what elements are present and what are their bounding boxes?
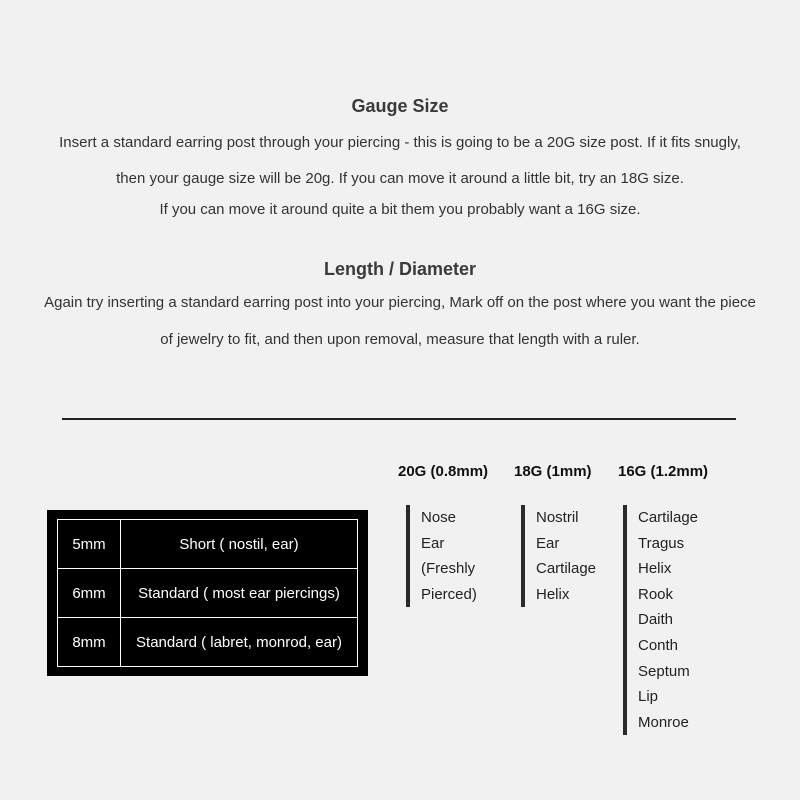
length-size-table xyxy=(47,510,368,676)
gauge-column-18g xyxy=(514,463,597,603)
length-desc-cell: Short ( nostil, ear) xyxy=(121,520,358,569)
length-size-cell: 5mm xyxy=(58,520,121,569)
gauge-column-list xyxy=(521,505,596,607)
gauge-text-line: then your gauge size will be 20g. If you can move it around a little bit, try an 18G size. xyxy=(116,170,684,187)
list-item: Helix xyxy=(638,560,672,578)
list-item: Tragus xyxy=(638,534,685,552)
list-item: Pierced) xyxy=(421,585,477,603)
table-row xyxy=(58,520,358,569)
list-item: Ear xyxy=(421,534,445,552)
list-item: Rook xyxy=(638,585,674,603)
length-text-line: of jewelry to fit, and then upon removal, measure that length with a ruler. xyxy=(160,331,640,348)
list-item: Cartilage xyxy=(536,560,597,578)
gauge-column-list xyxy=(406,505,477,607)
list-item: Lip xyxy=(638,688,659,706)
gauge-column-16g xyxy=(618,463,709,731)
length-diameter-title: Length / Diameter xyxy=(323,259,477,279)
list-item: Nostril xyxy=(536,509,579,526)
list-item: Septum xyxy=(638,662,690,680)
list-item: Ear xyxy=(536,534,560,552)
gauge-column-heading: 16G (1.2mm) xyxy=(618,463,709,480)
gauge-column-heading: 18G (1mm) xyxy=(514,463,592,480)
list-item: Nose xyxy=(421,509,457,526)
gauge-column-20g xyxy=(398,463,489,603)
length-size-cell: 6mm xyxy=(58,569,121,618)
length-desc-cell: Standard ( most ear piercings) xyxy=(121,569,358,618)
gauge-column-list xyxy=(623,505,698,735)
length-text-line: Again try inserting a standard earring post into your piercing, Mark off on the post where you want the piece xyxy=(44,294,756,311)
gauge-size-title: Gauge Size xyxy=(351,96,449,116)
gauge-text-line: If you can move it around quite a bit them you probably want a 16G size. xyxy=(159,201,641,218)
length-desc-cell: Standard ( labret, monrod, ear) xyxy=(121,618,358,667)
list-item: Monroe xyxy=(638,713,689,731)
gauge-column-heading: 20G (0.8mm) xyxy=(398,463,489,480)
list-item: Conth xyxy=(638,636,679,654)
table-row xyxy=(58,618,358,667)
section-divider xyxy=(62,418,736,420)
table-row xyxy=(58,569,358,618)
list-item: Cartilage xyxy=(638,509,699,526)
length-size-cell: 8mm xyxy=(58,618,121,667)
gauge-text-line: Insert a standard earring post through your piercing - this is going to be a 20G size post. If it fits snugly, xyxy=(59,134,741,151)
list-item: Daith xyxy=(638,611,674,629)
list-item: Helix xyxy=(536,585,570,603)
list-item: (Freshly xyxy=(421,560,476,578)
